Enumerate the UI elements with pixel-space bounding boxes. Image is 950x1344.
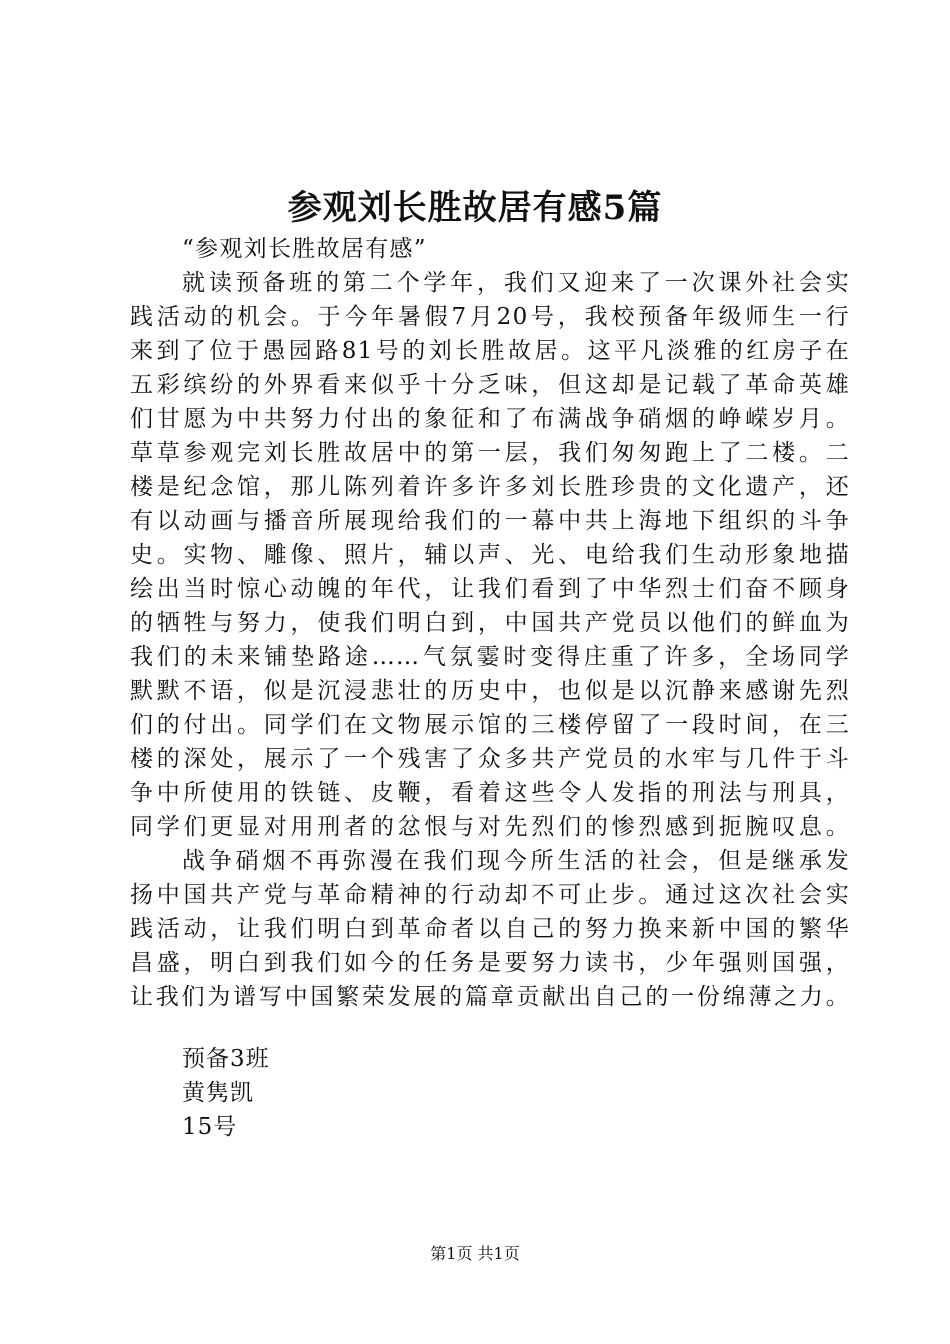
signature-author: 黄隽凯: [182, 1080, 254, 1106]
signature-block: [130, 1042, 850, 1144]
paragraph-line: 扬中国共产党与革命精神的行动却不可止步。通过这次社会实: [130, 882, 850, 908]
paragraph-line: 们的付出。同学们在文物展示馆的三楼停留了一段时间，在三: [130, 712, 850, 738]
paragraph-line: 五彩缤纷的外界看来似乎十分乏味，但这却是记载了革命英雄: [130, 372, 850, 398]
paragraph-line: 楼是纪念馆，那儿陈列着许多许多刘长胜珍贵的文化遗产，还: [130, 474, 850, 500]
paragraph-line: 的牺牲与努力，使我们明白到，中国共产党员以他们的鲜血为: [130, 610, 850, 636]
document-title: 参观刘长胜故居有感5篇: [287, 188, 663, 228]
paragraph-line: 默默不语，似是沉浸悲壮的历史中，也似是以沉静来感谢先烈: [130, 678, 850, 704]
paragraph-line: 有以动画与播音所展现给我们的一幕中共上海地下组织的斗争: [130, 508, 850, 534]
paragraph-line: 争中所使用的铁链、皮鞭，看着这些令人发指的刑法与刑具，: [130, 780, 850, 806]
paragraph-line: 草草参观完刘长胜故居中的第一层，我们匆匆跑上了二楼。二: [130, 440, 850, 466]
paragraph-line: 我们的未来铺垫路途……气氛霎时变得庄重了许多，全场同学: [130, 644, 850, 670]
page-footer: 第1页 共1页: [430, 1244, 520, 1263]
paragraph-line: 同学们更显对用刑者的忿恨与对先烈们的惨烈感到扼腕叹息。: [130, 814, 850, 840]
paragraph-line: 践活动，让我们明白到革命者以自己的努力换来新中国的繁华: [130, 916, 850, 942]
paragraph-line: 践活动的机会。于今年暑假7月20号，我校预备年级师生一行: [130, 304, 850, 330]
paragraph-line: 战争硝烟不再弥漫在我们现今所生活的社会，但是继承发: [182, 848, 850, 874]
signature-number: 15号: [182, 1114, 238, 1140]
paragraph-line: 史。实物、雕像、照片，辅以声、光、电给我们生动形象地描: [130, 542, 850, 568]
paragraph-2: [130, 844, 850, 1014]
paragraph-line: 来到了位于愚园路81号的刘长胜故居。这平凡淡雅的红房子在: [130, 338, 850, 364]
paragraph-line: 让我们为谱写中国繁荣发展的篇章贡献出自己的一份绵薄之力。: [130, 984, 850, 1010]
paragraph-spacer: [130, 1014, 850, 1042]
paragraph-line: 就读预备班的第二个学年，我们又迎来了一次课外社会实: [182, 270, 850, 296]
paragraph-1: [130, 266, 850, 844]
document-body: [130, 232, 850, 1144]
paragraph-line: 昌盛，明白到我们如今的任务是要努力读书，少年强则国强，: [130, 950, 850, 976]
document-subtitle: “参观刘长胜故居有感”: [182, 236, 427, 262]
paragraph-line: 绘出当时惊心动魄的年代，让我们看到了中华烈士们奋不顾身: [130, 576, 850, 602]
paragraph-line: 楼的深处，展示了一个残害了众多共产党员的水牢与几件于斗: [130, 746, 850, 772]
paragraph-line: 们甘愿为中共努力付出的象征和了布满战争硝烟的峥嵘岁月。: [130, 406, 850, 432]
signature-class: 预备3班: [182, 1046, 270, 1072]
